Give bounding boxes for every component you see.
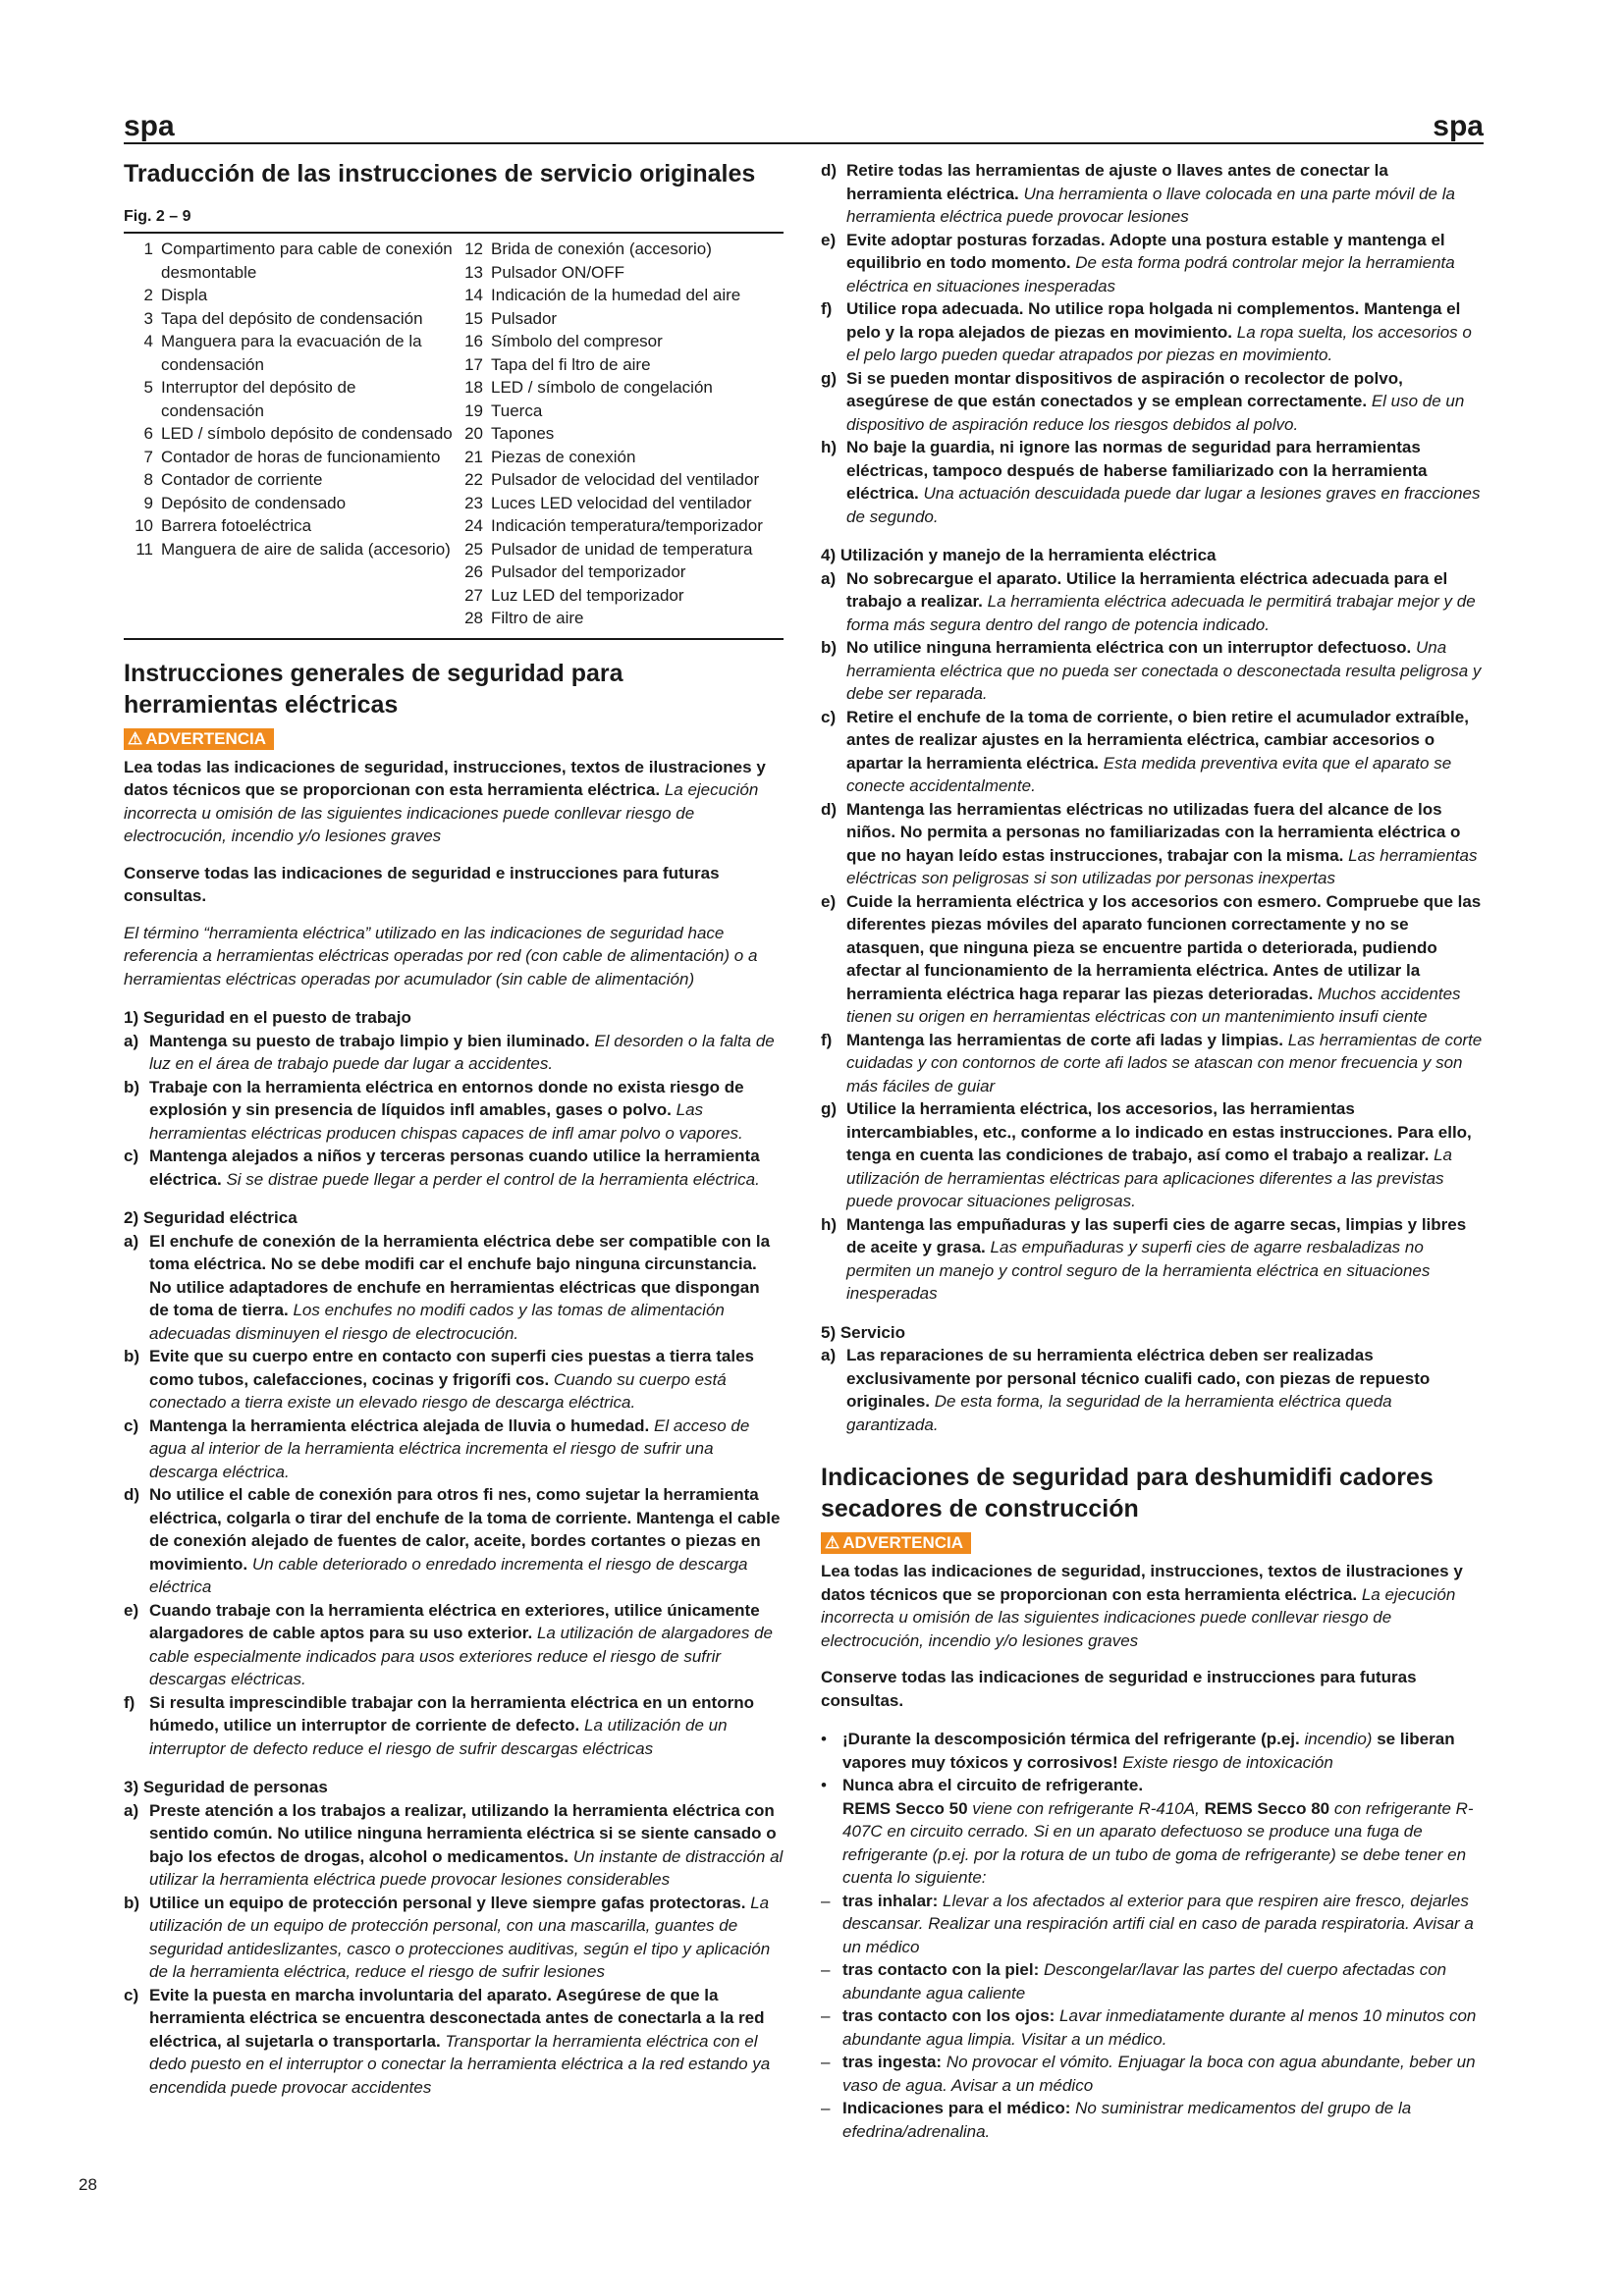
figure-legend-col-2 — [454, 238, 784, 630]
figure-legend-number: 21 — [464, 447, 483, 466]
figure-legend — [124, 238, 784, 630]
bullet-item: • ¡Durante la descomposición térmica del refrigerante (p.ej. incendio) se liberan vapores muy tóxicos y corrosivos! Existe riesgo de intoxicación — [821, 1730, 1455, 1772]
figure-legend-number: 9 — [143, 493, 153, 512]
figure-legend-number: 27 — [464, 585, 483, 605]
figure-legend-text: Depósito de condensado — [161, 493, 347, 512]
warning-icon: ⚠ — [128, 728, 143, 748]
figure-legend-item — [454, 468, 784, 492]
section-1-heading: 1) Seguridad en el puesto de trabajo — [124, 1008, 411, 1027]
figure-legend-item — [454, 376, 784, 400]
list-item: e) Evite adoptar posturas forzadas. Adopte una postura estable y mantenga el equilibrio en todo momento. De esta forma podrá controlar mejor la herramienta eléctrica en situaciones inesperadas — [821, 230, 1455, 295]
header-left-lang: spa — [124, 110, 175, 142]
list-item: e) Cuide la herramienta eléctrica y los accesorios con esmero. Compruebe que las diferentes piezas móviles del aparato funcionen correctamente y no se atasquen, que ninguna pieza se encuentre partida o deteriorada, pudiendo afectar al funcionamiento de la herramienta eléctrica. Antes de utilizar la herramienta eléctrica haga reparar las piezas deterioradas. Muchos accidentes tienen su origen en herramientas eléctricas con un mantenimiento insufi ciente — [821, 891, 1482, 1026]
figure-legend-item — [124, 284, 454, 307]
figure-legend-item — [124, 330, 454, 376]
figure-legend-text: Displa — [161, 286, 208, 304]
figure-legend-item — [454, 284, 784, 307]
section-4-heading: 4) Utilización y manejo de la herramienta eléctrica — [821, 546, 1217, 564]
figure-legend-text: Indicación de la humedad del aire — [491, 286, 741, 304]
dash-item: – tras contacto con la piel: Descongelar/lavar las partes del cuerpo afectadas con abundante agua caliente — [821, 1960, 1447, 2002]
figure-legend-item — [454, 561, 784, 584]
section-3-heading: 3) Seguridad de personas — [124, 1778, 328, 1796]
list-item: a) Mantenga su puesto de trabajo limpio y bien iluminado. El desorden o la falta de luz en el área de trabajo puede dar lugar a accidentes. — [124, 1031, 775, 1073]
figure-legend-number: 26 — [464, 562, 483, 581]
section-2-heading: 2) Seguridad eléctrica — [124, 1208, 298, 1227]
figure-legend-text: Compartimento para cable de conexión desmontable — [161, 240, 453, 282]
figure-legend-item — [124, 238, 454, 284]
figure-legend-text: Pulsador ON/OFF — [491, 262, 625, 282]
header-right-lang: spa — [1433, 110, 1484, 142]
figure-legend-item — [454, 492, 784, 515]
figure-legend-number: 25 — [464, 539, 483, 559]
figure-legend-number: 23 — [464, 493, 483, 512]
bullet-item: • Nunca abra el circuito de refrigerante. REMS Secco 50 viene con refrigerante R-410A, REMS Secco 80 con refrigerante R-407C en circuito cerrado. Si en un aparato defectuoso se produce una fuga de refrigerante (p.ej. por la rotura de un tubo de goma de refrigerante) se debe tener en cuenta lo siguiente: — [821, 1776, 1474, 1887]
figure-legend-text: Tapa del fi ltro de aire — [491, 354, 651, 374]
figure-legend-text: Manguera de aire de salida (accesorio) — [161, 539, 451, 559]
list-item: c) Evite la puesta en marcha involuntaria del aparato. Asegúrese de que la herramienta eléctrica se encuentra desconectada antes de conectarla a la red eléctrica, al sujetarla o transportarla. Transportar la herramienta eléctrica con el dedo puesto en el interruptor o conectar la herramienta eléctrica a la red estando ya encendida puede provocar accidentes — [124, 1985, 771, 2097]
figure-legend-number: 5 — [143, 378, 153, 397]
warning-label: ADVERTENCIA — [145, 728, 267, 748]
figure-legend-item — [454, 238, 784, 261]
figure-legend-text: Filtro de aire — [491, 609, 584, 627]
list-item: e) Cuando trabaje con la herramienta eléctrica en exteriores, utilice únicamente alargadores de cable aptos para su uso exterior. La utilización de alargadores de cable especialmente indicados para usos exteriores reduce el riesgo de sufrir descargas eléctricas. — [124, 1600, 774, 1688]
list-item: f) Utilice ropa adecuada. No utilice ropa holgada ni complementos. Mantenga el pelo y la ropa alejados de piezas en movimiento. La ropa suelta, los accesorios o el pelo largo pueden quedar atrapados por piezas en movimiento. — [821, 299, 1472, 364]
figure-legend-text: Indicación temperatura/temporizador — [491, 516, 763, 535]
keep-instructions: Conserve todas las indicaciones de seguridad e instrucciones para futuras consultas. — [124, 863, 720, 905]
section-title-dehumidifier-safety: Indicaciones de seguridad para deshumidifi cadores secadores de construcción — [821, 1464, 1434, 1522]
figure-legend-number: 11 — [135, 539, 153, 559]
warning-label: ADVERTENCIA — [842, 1533, 964, 1552]
dash-item: – tras contacto con los ojos: Lavar inmediatamente durante al menos 10 minutos con abundante agua limpia. Visitar a un médico. — [821, 2006, 1477, 2049]
figure-legend-text: Tapones — [491, 424, 555, 443]
figure-legend-number: 10 — [135, 516, 153, 535]
figure-legend-text: Interruptor del depósito de condensación — [161, 378, 356, 420]
figure-legend-text: Contador de horas de funcionamiento — [161, 447, 441, 466]
figure-legend-item — [124, 468, 454, 492]
term-definition: El término “herramienta eléctrica” utilizado en las indicaciones de seguridad hace referencia a herramientas eléctricas operadas por red (con cable de alimentación) o a herramientas eléctricas operadas por acumulador (sin cable de alimentación) — [124, 923, 758, 988]
right-column — [821, 159, 1484, 2143]
list-item: b) Utilice un equipo de protección personal y lleve siempre gafas protectoras. La utilización de un equipo de protección personal, con una mascarilla, guantes de seguridad antideslizantes, casco o protecciones auditivas, según el tipo y aplicación de la herramienta eléctrica, reduce el riesgo de sufrir lesiones — [124, 1893, 771, 1981]
figure-legend-col-1 — [124, 238, 454, 630]
figure-legend-number: 12 — [464, 240, 483, 258]
figure-legend-item — [454, 584, 784, 608]
figure-legend-number: 3 — [143, 308, 153, 328]
warning-text: Lea todas las indicaciones de seguridad, instrucciones, textos de ilustraciones y datos técnicos que se proporcionan con esta herramienta eléctrica. La ejecución incorrecta u omisión de las siguientes indicaciones puede conllevar riesgo de electrocución, incendio y/o lesiones graves — [124, 757, 766, 845]
figure-legend-number: 1 — [143, 240, 153, 258]
list-item: c) Mantenga alejados a niños y terceras personas cuando utilice la herramienta eléctrica. Si se distrae puede llegar a perder el control de la herramienta eléctrica. — [124, 1147, 760, 1189]
list-item: d) No utilice el cable de conexión para otros fi nes, como sujetar la herramienta eléctrica, colgarla o tirar del enchufe de la toma de corriente. Mantenga el cable de conexión alejado de fuentes de calor, aceite, bordes cortantes o piezas en movimiento. Un cable deteriorado o enredado incrementa el riesgo de descarga eléctrica — [124, 1485, 781, 1596]
figure-legend-text: Luz LED del temporizador — [491, 585, 684, 605]
figure-legend-item — [454, 607, 784, 630]
figure-legend-text: Pulsador de unidad de temperatura — [491, 539, 753, 559]
list-item: a) Las reparaciones de su herramienta eléctrica deben ser realizadas exclusivamente por personal técnico cualifi cado, con piezas de repuesto originales. De esta forma, la seguridad de la herramienta eléctrica queda garantizada. — [821, 1346, 1431, 1434]
list-item: d) Retire todas las herramientas de ajuste o llaves antes de conectar la herramienta eléctrica. Una herramienta o llave colocada en una parte móvil de la herramienta eléctrica puede provocar lesiones — [821, 161, 1455, 226]
figure-legend-item — [454, 400, 784, 423]
list-item: c) Retire el enchufe de la toma de corriente, o bien retire el acumulador extraíble, antes de realizar ajustes en la herramienta eléctrica, cambiar accesorios o apartar la herramienta eléctrica. Esta medida preventiva evita que el aparato se conecte accidentalmente. — [821, 707, 1469, 795]
figure-legend-number: 8 — [143, 470, 153, 489]
figure-legend-item — [454, 261, 784, 285]
figure-legend-item — [124, 307, 454, 331]
figure-legend-item — [124, 538, 454, 561]
figure-legend-number: 28 — [464, 609, 483, 627]
figure-legend-text: Brida de conexión (accesorio) — [491, 240, 712, 258]
figure-legend-number: 16 — [464, 332, 483, 350]
page-title: Traducción de las instrucciones de servicio originales — [124, 160, 756, 187]
dash-item: – tras ingesta: No provocar el vómito. Enjuagar la boca con agua abundante, beber un vaso de agua. Avisar a un médico — [821, 2053, 1476, 2095]
figure-legend-text: Barrera fotoeléctrica — [161, 516, 312, 535]
figure-legend-number: 19 — [464, 400, 483, 420]
figure-legend-number: 17 — [464, 354, 483, 374]
figure-legend-item — [124, 422, 454, 446]
figure-legend-item — [454, 330, 784, 353]
figure-legend-item — [124, 376, 454, 422]
figure-legend-item — [454, 446, 784, 469]
list-item: f) Mantenga las herramientas de corte afi ladas y limpias. Las herramientas de corte cuidadas y con contornos de corte afi lados se atascan con menor frecuencia y son más fáciles de guiar — [821, 1030, 1483, 1095]
figure-legend-number: 24 — [464, 516, 483, 535]
figure-legend-text: Pulsador de velocidad del ventilador — [491, 470, 760, 489]
warning-text: Lea todas las indicaciones de seguridad, instrucciones, textos de ilustraciones y datos técnicos que se proporcionan con esta herramienta eléctrica. La ejecución incorrecta u omisión de las siguientes indicaciones puede conllevar riesgo de electrocución, incendio y/o lesiones graves — [821, 1562, 1463, 1650]
figure-legend-text: LED / símbolo depósito de condensado — [161, 424, 453, 443]
figure-bottom-rule — [124, 638, 784, 640]
list-item: f) Si resulta imprescindible trabajar con la herramienta eléctrica en un entorno húmedo, utilice un interruptor de corriente de defecto. La utilización de un interruptor de defecto reduce el riesgo de sufrir descargas eléctricas — [124, 1692, 754, 1758]
figure-legend-item — [124, 514, 454, 538]
list-item: a) Preste atención a los trabajos a realizar, utilizando la herramienta eléctrica con sentido común. No utilice ninguna herramienta eléctrica si se siente cansado o bajo los efectos de drogas, alcohol o medicamentos. Un instante de distracción al utilizar la herramienta eléctrica puede provocar lesiones considerables — [124, 1800, 784, 1889]
figure-legend-item — [454, 353, 784, 377]
dash-item: – tras inhalar: Llevar a los afectados al exterior para que respiren aire fresco, dejarles descansar. Realizar una respiración artifi cial en caso de parada respiratoria. Avisar a un médico — [821, 1891, 1474, 1956]
figure-legend-text: Piezas de conexión — [491, 447, 636, 466]
section-5-heading: 5) Servicio — [821, 1322, 905, 1342]
figure-legend-item — [124, 446, 454, 469]
page-number: 28 — [79, 2175, 97, 2194]
figure-legend-item — [454, 422, 784, 446]
list-item: d) Mantenga las herramientas eléctricas no utilizadas fuera del alcance de los niños. No permita a personas no familiarizadas con la herramienta eléctrica o que no hayan leído estas instrucciones, trabajar con la misma. Las herramientas eléctricas son peligrosas si son utilizadas por personas inexpertas — [821, 799, 1478, 887]
list-item: b) Trabaje con la herramienta eléctrica en entornos donde no exista riesgo de explosión y sin presencia de líquidos infl amables, gases o polvo. Las herramientas eléctricas producen chispas capaces de infl amar polvo o vapores. — [124, 1077, 744, 1143]
warning-badge — [124, 728, 274, 750]
figure-legend-number: 6 — [143, 424, 153, 443]
figure-legend-number: 22 — [464, 470, 483, 489]
list-item: h) No baje la guardia, ni ignore las normas de seguridad para herramientas eléctricas, tampoco después de haberse familiarizado con la herramienta eléctrica. Una actuación descuidada puede dar lugar a lesiones graves en fracciones de segundo. — [821, 438, 1481, 526]
list-item: a) El enchufe de conexión de la herramienta eléctrica debe ser compatible con la toma eléctrica. No se debe modifi car el enchufe bajo ninguna circunstancia. No utilice adaptadores de enchufe en herramientas eléctricas que dispongan de toma de tierra. Los enchufes no modifi cados y las tomas de alimentación adecuadas disminuyen el riesgo de electrocución. — [124, 1231, 771, 1343]
figure-top-rule — [124, 232, 784, 234]
figure-legend-item — [454, 514, 784, 538]
figure-legend-number: 14 — [464, 286, 483, 304]
figure-legend-text: Tuerca — [491, 400, 543, 420]
figure-legend-text: Tapa del depósito de condensación — [161, 308, 423, 328]
figure-legend-text: LED / símbolo de congelación — [491, 378, 713, 397]
figure-legend-item — [454, 538, 784, 561]
warning-icon: ⚠ — [825, 1533, 840, 1552]
list-item: g) Si se pueden montar dispositivos de aspiración o recolector de polvo, asegúrese de que están conectados y se emplean correctamente. El uso de un dispositivo de aspiración reduce los riesgos debidos al polvo. — [821, 368, 1465, 434]
dash-item: – Indicaciones para el médico: No suministrar medicamentos del grupo de la efedrina/adrenalina. — [821, 2099, 1412, 2141]
figure-legend-item — [124, 492, 454, 515]
list-item: h) Mantenga las empuñaduras y las superfi cies de agarre secas, limpias y libres de aceite y grasa. Las empuñaduras y superfi cies de agarre resbaladizas no permiten un manejo y control seguro de la herramienta eléctrica en situaciones inesperadas — [821, 1214, 1467, 1303]
figure-legend-number: 7 — [143, 447, 153, 466]
figure-legend-text: Luces LED velocidad del ventilador — [491, 493, 752, 512]
figure-label: Fig. 2 – 9 — [124, 208, 191, 225]
list-item: b) Evite que su cuerpo entre en contacto con superfi cies puestas a tierra tales como tubos, calefacciones, cocinas y frigorífi cos. Cuando su cuerpo está conectado a tierra existe un elevado riesgo de descarga eléctrica. — [124, 1347, 754, 1412]
left-column — [124, 159, 784, 2099]
figure-legend-number: 20 — [464, 424, 483, 443]
figure-legend-text: Pulsador del temporizador — [491, 562, 686, 581]
figure-legend-text: Pulsador — [491, 308, 558, 328]
figure-legend-number: 4 — [143, 332, 153, 350]
list-item: c) Mantenga la herramienta eléctrica alejada de lluvia o humedad. El acceso de agua al interior de la herramienta eléctrica incrementa el riesgo de sufrir una descarga eléctrica. — [124, 1415, 750, 1481]
figure-legend-number: 2 — [143, 286, 153, 304]
figure-legend-text: Manguera para la evacuación de la condensación — [161, 332, 422, 374]
figure-legend-item — [454, 307, 784, 331]
header-rule — [124, 142, 1484, 144]
list-item: b) No utilice ninguna herramienta eléctrica con un interruptor defectuoso. Una herramienta eléctrica que no pueda ser conectada o desconectada resulta peligrosa y debe ser reparada. — [821, 638, 1482, 703]
figure-legend-number: 15 — [464, 308, 483, 328]
warning-badge — [821, 1532, 971, 1554]
figure-legend-number: 13 — [464, 262, 483, 282]
figure-legend-text: Contador de corriente — [161, 470, 323, 489]
section-title-general-safety: Instrucciones generales de seguridad para herramientas eléctricas — [124, 659, 623, 719]
keep-instructions: Conserve todas las indicaciones de seguridad e instrucciones para futuras consultas. — [821, 1668, 1417, 1710]
figure-legend-number: 18 — [464, 378, 483, 397]
list-item: g) Utilice la herramienta eléctrica, los accesorios, las herramientas intercambiables, etc., conforme a lo indicado en estas instrucciones. Para ello, tenga en cuenta las condiciones de trabajo, así como el trabajo a realizar. La utilización de herramientas eléctricas para aplicaciones diferentes a las previstas puede provocar situaciones peligrosas. — [821, 1099, 1472, 1210]
figure-legend-text: Símbolo del compresor — [491, 332, 663, 350]
list-item: a) No sobrecargue el aparato. Utilice la herramienta eléctrica adecuada para el trabajo a realizar. La herramienta eléctrica adecuada le permitirá trabajar mejor y de forma más segura dentro del rango de potencia indicado. — [821, 568, 1476, 634]
